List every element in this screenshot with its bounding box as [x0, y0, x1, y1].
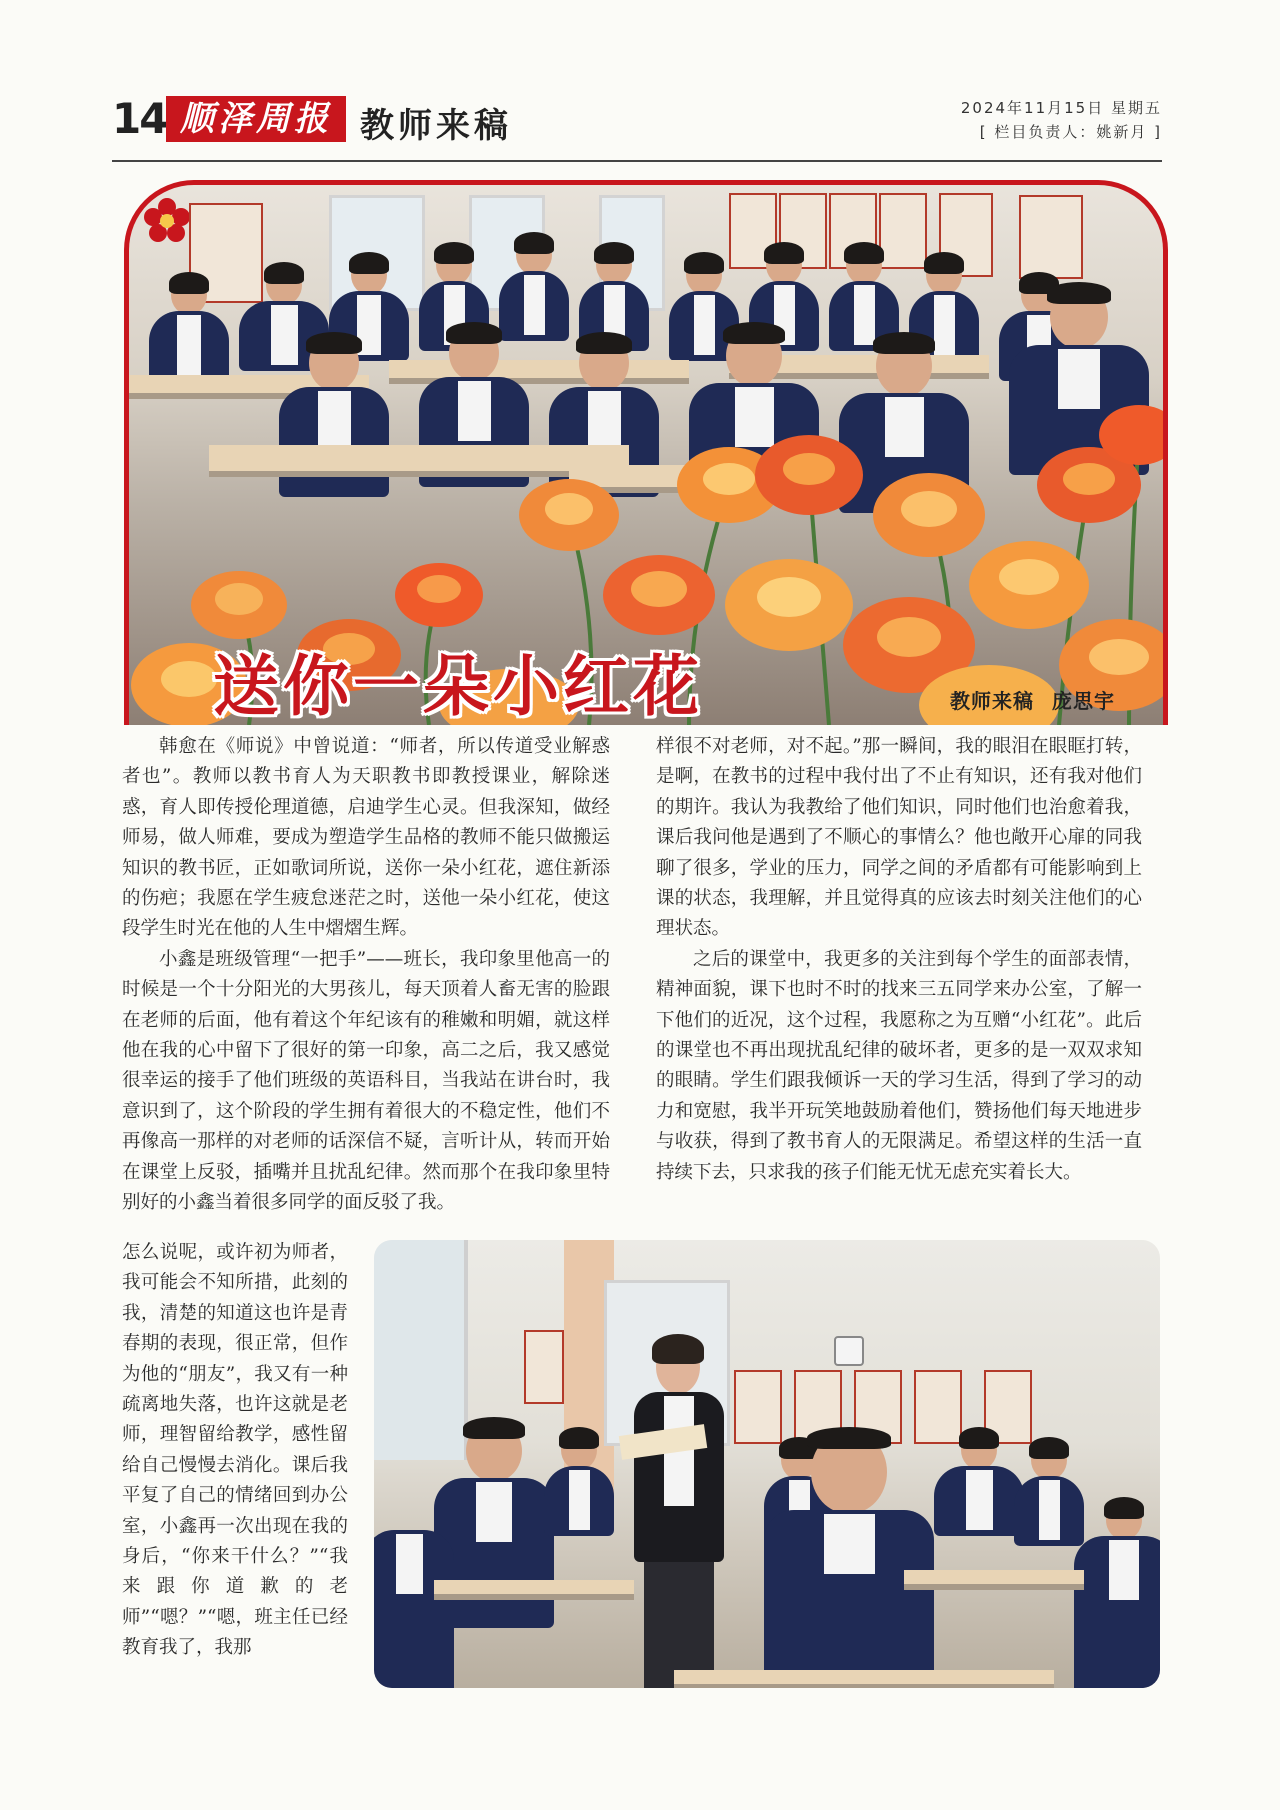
page-header	[112, 92, 1162, 150]
window	[374, 1240, 468, 1460]
student	[1074, 1500, 1160, 1688]
desk	[904, 1570, 1084, 1590]
article-column-2	[656, 732, 1142, 1188]
article-column-3	[122, 1238, 348, 1664]
wall-clock	[834, 1336, 864, 1366]
header-meta	[961, 96, 1162, 144]
wall-poster	[914, 1370, 962, 1444]
section-title: 教师来稿	[360, 106, 512, 146]
desk	[434, 1580, 634, 1600]
article-title: 送你一朵小红花	[213, 648, 703, 725]
paragraph: 样很不对老师，对不起。”那一瞬间，我的眼泪在眼眶打转，是啊，在教书的过程中我付出了不止有知识，还有我对他们的期许。我认为我教给了他们知识，同时他们也治愈着我，课后我问他是遇到了不顺心的事情么？他也敞开心扉的同我聊了很多，学业的压力，同学之间的矛盾都有可能影响到上课的状态，我理解，并且觉得真的应该去时刻关注他们的心理状态。	[656, 736, 1142, 940]
wall-poster	[734, 1370, 782, 1444]
student	[1014, 1440, 1084, 1560]
student	[764, 1430, 934, 1688]
wall-poster	[524, 1330, 564, 1404]
issue-date: 2024年11月15日 星期五	[960, 99, 1162, 117]
paragraph: 小鑫是班级管理“一把手”——班长，我印象里他高一的时候是一个十分阳光的大男孩儿，每天顶着人畜无害的脸跟在老师的后面，他有着这个年纪该有的稚嫩和明媚，就这样他在我的心中留下了很好的第一印象，高二之后，我又感觉很幸运的接手了他们班级的英语科目，当我站在讲台时，我意识到了，这个阶段的学生拥有着很大的不稳定性，他们不再像高一那样的对老师的话深信不疑，言听计从，转而开始在课堂上反驳，插嘴并且扰乱纪律。然而那个在我印象里特别好的小鑫当着很多同学的面反驳了我。	[122, 948, 610, 1214]
student	[544, 1430, 614, 1550]
page-number: 14	[112, 94, 167, 143]
newspaper-masthead: 顺泽周报	[166, 96, 346, 142]
article-byline: 教师来稿 庞思宇	[950, 689, 1115, 713]
paragraph: 怎么说呢，或许初为师者，我可能会不知所措，此刻的我，清楚的知道这也许是青春期的表现，很正常，但作为他的“朋友”，我又有一种疏离地失落，也许这就是老师，理智留给教学，感性留给自己慢慢去消化。课后我平复了自己的情绪回到办公室，小鑫再一次出现在我的身后，“你来干什么？”“我来跟你道歉的老师”“嗯？”“嗯，班主任已经教育我了，我那	[122, 1242, 348, 1659]
teacher	[624, 1340, 734, 1688]
classroom-photo-top	[124, 180, 1168, 725]
paragraph: 之后的课堂中，我更多的关注到每个学生的面部表情，精神面貌，课下也时不时的找来三五同学来办公室，了解一下他们的近况，这个过程，我愿称之为互赠“小红花”。此后的课堂也不再出现扰乱纪律的破坏者，更多的是一双双求知的眼睛。学生们跟我倾诉一天的学习生活，得到了学习的动力和宽慰，我半开玩笑地鼓励着他们，赞扬他们每天地进步与收获，得到了教书育人的无限满足。希望这样的生活一直持续下去，只求我的孩子们能无忧无虑充实着长大。	[656, 948, 1142, 1183]
student	[934, 1430, 1024, 1570]
column-editor: [ 栏目负责人：姚新月 ]	[979, 123, 1162, 141]
desk	[674, 1670, 1054, 1688]
article-column-1	[122, 732, 610, 1219]
classroom-photo-bottom	[374, 1240, 1160, 1688]
paragraph: 韩愈在《师说》中曾说道：“师者，所以传道受业解惑者也”。教师以教书育人为天职教书即教授课业，解除迷惑，育人即传授伦理道德，启迪学生心灵。但我深知，做经师易，做人师难，要成为塑造学生品格的教师不能只做搬运知识的教书匠，正如歌词所说，送你一朵小红花，遮住新添的伤疤；我愿在学生疲怠迷茫之时，送他一朵小红花，使这段学生时光在他的人生中熠熠生辉。	[122, 736, 610, 940]
header-rule	[112, 160, 1162, 162]
